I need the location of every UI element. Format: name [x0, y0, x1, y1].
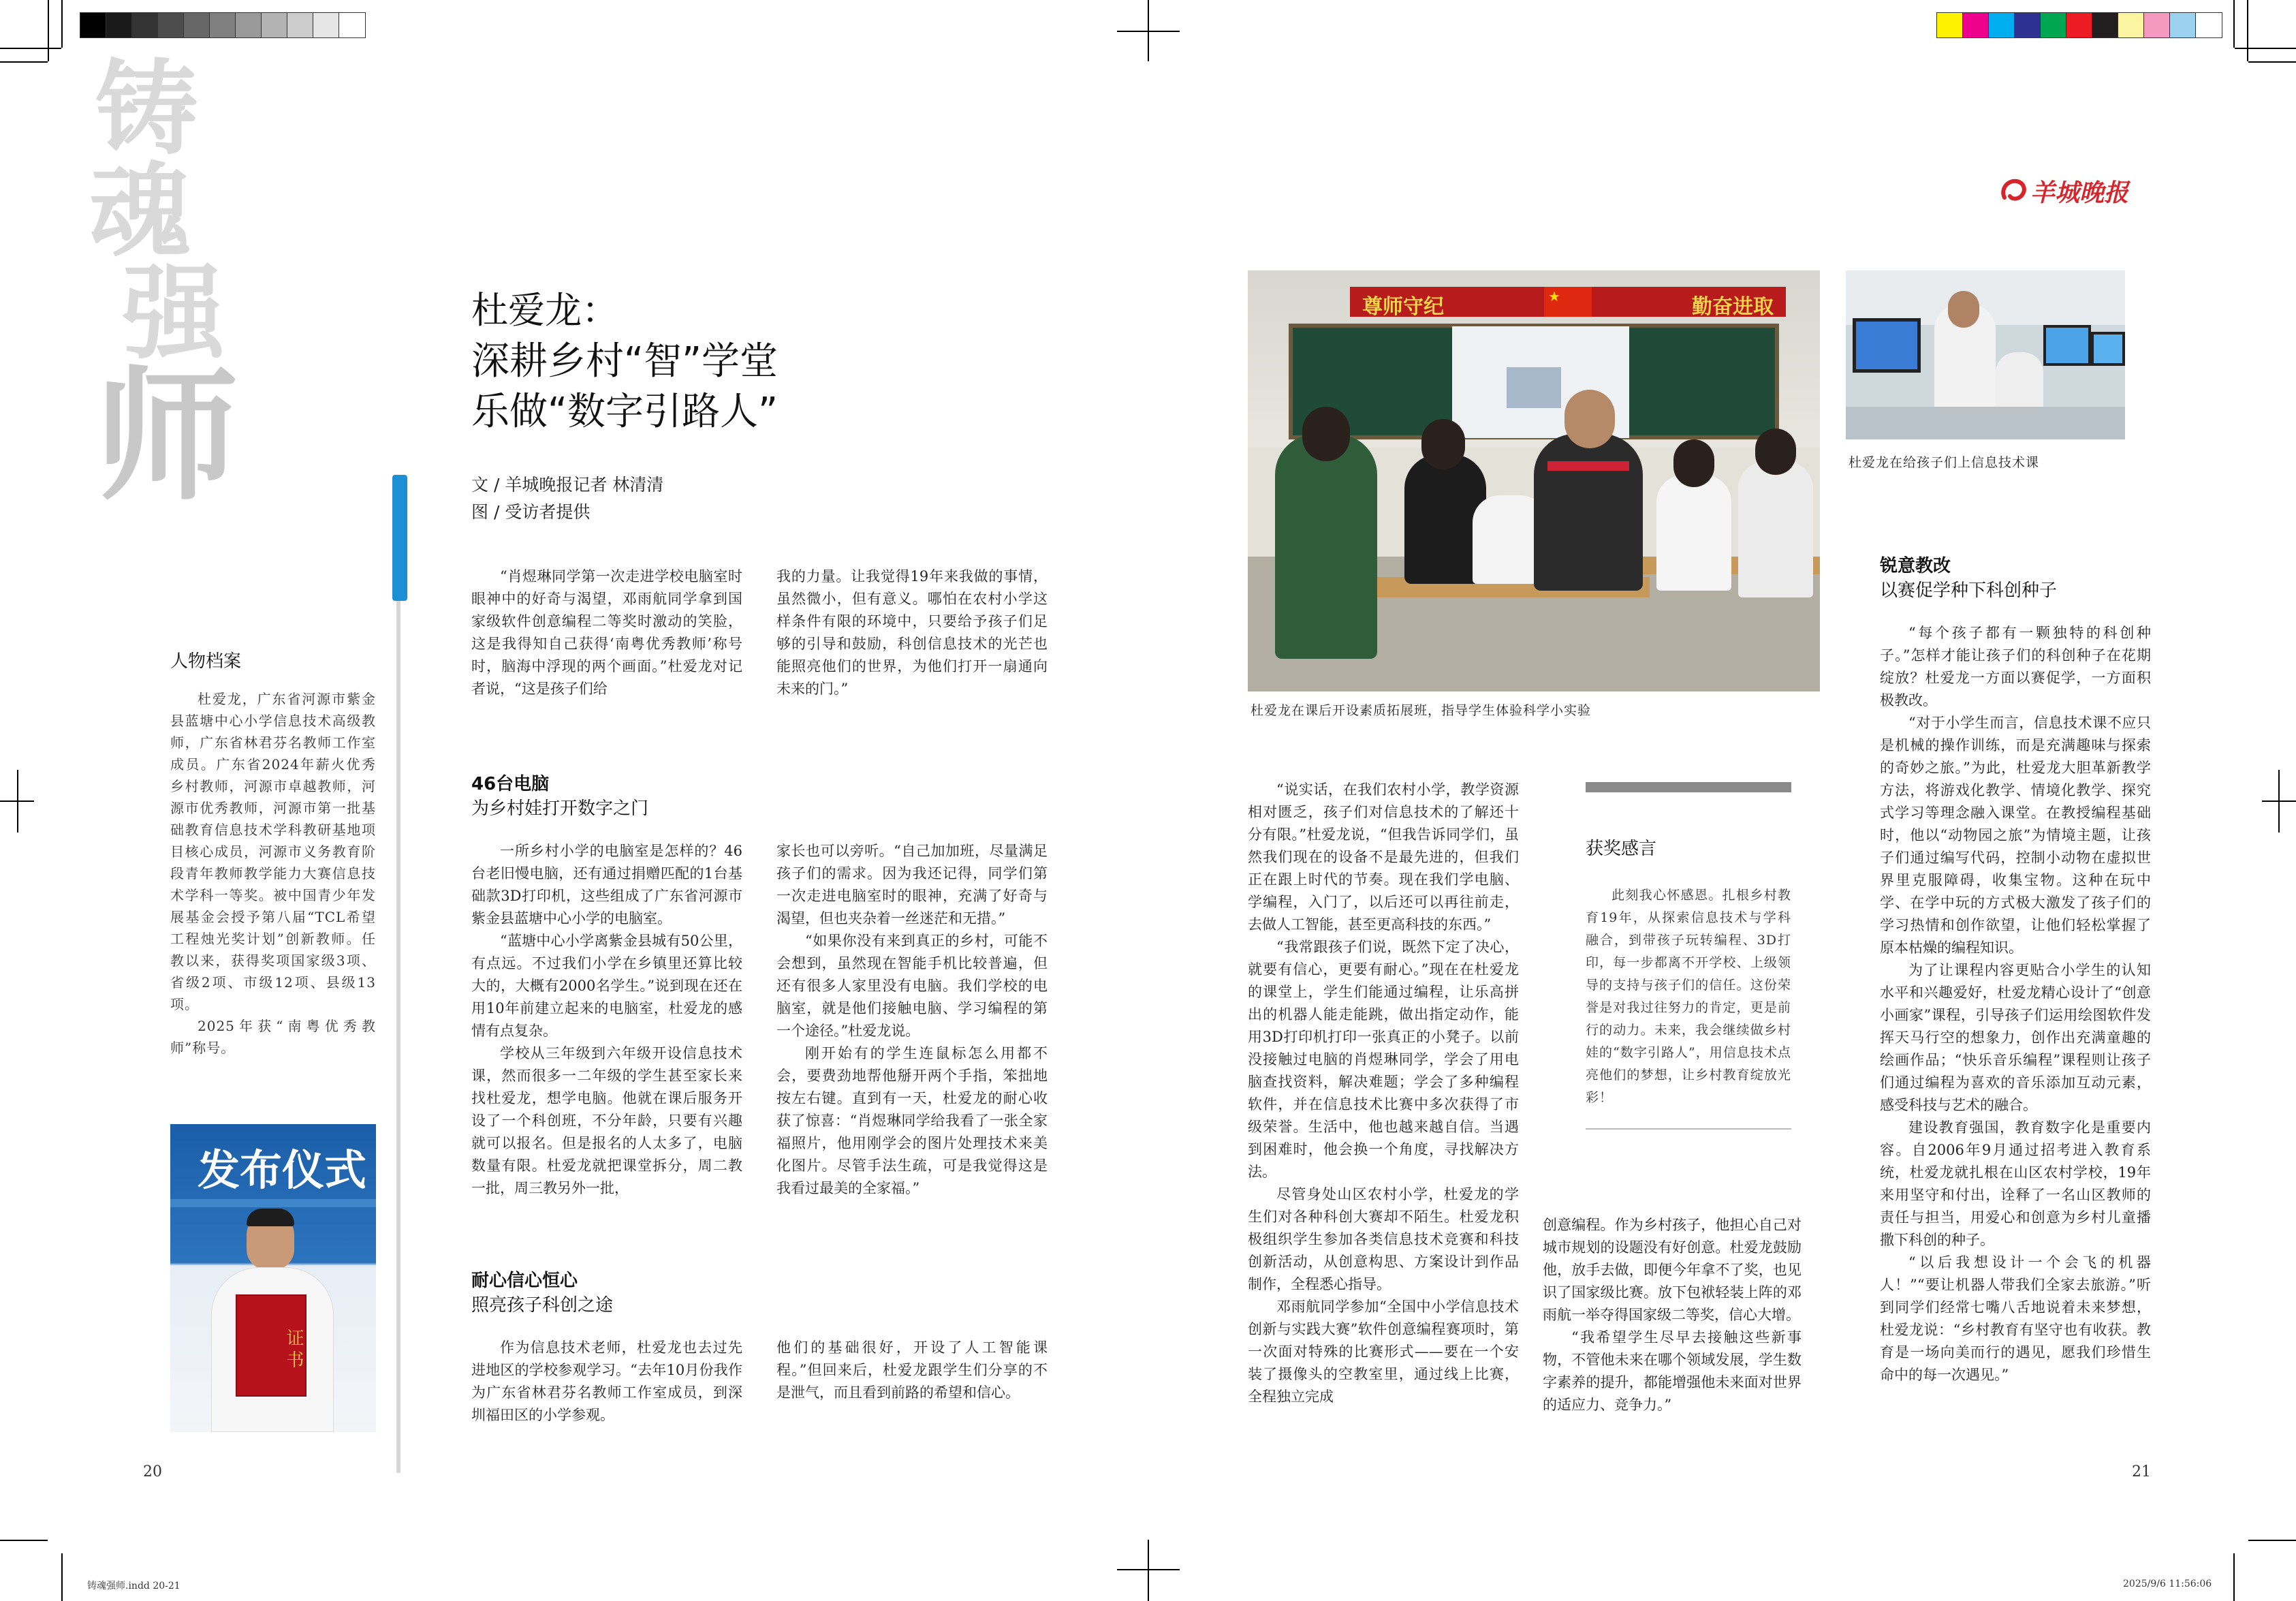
- section1-column: [776, 840, 1048, 1200]
- page-number-left: 20: [143, 1463, 162, 1480]
- section2-column: [471, 1337, 742, 1427]
- subheading-text: 以赛促学种下科创种子: [1880, 580, 2058, 601]
- byline: [471, 471, 663, 526]
- award-bar: [1586, 782, 1791, 792]
- crop-mark: [2233, 1553, 2235, 1601]
- logo-text: 羊城晚报: [2030, 178, 2129, 207]
- profile-paragraph: 2025年获“南粤优秀教师”称号。: [170, 1018, 376, 1056]
- body-paragraph: 家长也可以旁听。“自己加加班，尽量满足孩子们的需求。因为我还记得，同学们第一次走进电脑室时的眼神，充满了好奇与渴望，但也夹杂着一丝迷茫和无措。”: [776, 843, 1048, 927]
- crop-mark: [0, 61, 48, 63]
- body-paragraph: “我希望学生尽早去接触这些新事物，不管他未来在哪个领域发展，学生数字素养的提升，都能增强他未来面对世界的适应力、竞争力。”: [1543, 1329, 1802, 1413]
- title-line: 乐做“数字引路人”: [471, 390, 779, 434]
- teacher: [1534, 434, 1643, 591]
- calligraphy-char: 铸: [95, 49, 198, 169]
- body-paragraph: 刚开始有的学生连鼠标怎么用都不会，要费劲地帮他掰开两个手指，笨拙地按左右键。直到有一天，杜爱龙的耐心收获了惊喜：“肖煜琳同学给我看了一张全家福照片，他用刚学会的图片处理技术来美化图片。尽管手法生疏，可是我觉得这是我看过最美的全家福。”: [776, 1045, 1048, 1196]
- body-paragraph: “蓝塘中心小学离紫金县城有50公里，有点远。不过我们小学在乡镇里还算比较大的，大概有2000名学生。”说到现在还在用10年前建立起来的电脑室，杜爱龙的感情有点复杂。: [471, 933, 742, 1039]
- profile-text: [170, 688, 376, 1059]
- calligraphy-title: [89, 49, 272, 520]
- student-head: [1755, 429, 1796, 475]
- section-heading: [471, 1269, 613, 1318]
- calligraphy-char: 师: [95, 352, 239, 520]
- crop-mark: [61, 0, 63, 48]
- color-strip: [1936, 12, 2222, 38]
- crop-mark: [2278, 770, 2280, 833]
- teacher-shirt-stripe: [1547, 461, 1629, 471]
- subheading-text: 照亮孩子科创之途: [471, 1295, 614, 1316]
- body-paragraph: 作为信息技术老师，杜爱龙也去过先进地区的学校参观学习。“去年10月份我作为广东省林君芬名教师工作室成员，到深圳福田区的小学参观。: [471, 1339, 742, 1423]
- heading-text: 46台电脑: [471, 774, 550, 794]
- banner-right-text: 勤奋进取: [1692, 295, 1774, 319]
- award-box: [1586, 782, 1791, 1130]
- crop-mark: [17, 770, 18, 833]
- lab-desk: [1846, 407, 2125, 439]
- intro-column: [776, 565, 1048, 700]
- intro-paragraph: 我的力量。让我觉得19年来我做的事情，虽然微小，但有意义。哪怕在农村小学这样条件有限的环境中，只要给予孩子们足够的引导和鼓励，科创信息技术的光芒也能照亮他们的世界，为他们打开一扇通向未来的门。”: [776, 568, 1048, 697]
- crop-mark: [0, 1540, 48, 1541]
- portrait-photo: [170, 1124, 376, 1432]
- page-number-right: 21: [2132, 1463, 2151, 1480]
- body-paragraph: “如果你没有来到真正的乡村，可能不会想到，虽然现在智能手机比较普遍，但还有很多人家里没有电脑。我们学校的电脑室，就是他们接触电脑、学习编程的第一个途径。”杜爱龙说。: [776, 933, 1048, 1039]
- award-title: 获奖感言: [1586, 839, 1657, 859]
- banner-text: 发布仪式: [198, 1145, 367, 1195]
- body-paragraph: “对于小学生而言，信息技术课不应只是机械的操作训练，而是充满趣味与探索的奇妙之旅。”为此，杜爱龙大胆革新教学方法，将游戏化教学、情境化教学、探究式学习等理念融入课堂。在教授编程基础时，他以“动物园之旅”为情境主题，让孩子们通过编写代码，控制小动物在虚拟世界里克服障碍，收集宝物。这种在玩中学、在学中玩的方式极大激发了孩子们的学习热情和创作欲望，让他们轻松掌握了原本枯燥的编程知识。: [1880, 715, 2151, 956]
- student: [1656, 475, 1731, 591]
- crop-mark: [2247, 0, 2248, 61]
- section2-column: [776, 1337, 1048, 1404]
- intro-paragraph: “肖煜琳同学第一次走进学校电脑室时眼神中的好奇与渴望，邓雨航同学拿到国家级软件创意编程二等奖时激动的笑脸，这是我得知自己获得‘南粤优秀教师’称号时，脑海中浮现的两个画面。”杜爱龙对记者说，“这是孩子们给: [471, 568, 742, 697]
- middle-column: [1248, 779, 1519, 1408]
- person-hair: [247, 1209, 294, 1226]
- banner-strip: [170, 1199, 376, 1207]
- intro-column: [471, 565, 742, 700]
- body-paragraph: 一所乡村小学的电脑室是怎样的？46台老旧慢电脑，还有通过捐赠匹配的1台基础款3D打印机，这些组成了广东省河源市紫金县蓝塘中心小学的电脑室。: [471, 843, 742, 927]
- photo-credit: 图 / 受访者提供: [471, 502, 591, 522]
- body-paragraph: 学校从三年级到六年级开设信息技术课，然而很多一二年级的学生甚至家长来找杜爱龙，想学电脑。他就在课后服务开设了一个科创班，不分年龄，只要有兴趣就可以报名。但是报名的人太多了，电脑数量有限。杜爱龙就把课堂拆分，周二教一批，周三教另外一批，: [471, 1045, 742, 1196]
- accent-bar: [392, 475, 407, 601]
- body-paragraph: 创意编程。作为乡村孩子，他担心自己对城市规划的设题没有好创意。杜爱龙鼓励他，放手去做，即便今年拿不了奖，也见识了国家级比赛。放下包袱轻装上阵的邓雨航一举夺得国家级二等奖，信心大增。: [1543, 1217, 1802, 1323]
- student: [1275, 434, 1377, 659]
- crop-mark: [1117, 31, 1180, 32]
- section-heading: [1880, 554, 2057, 603]
- award-rule: [1586, 1128, 1791, 1130]
- monitor: [2043, 325, 2091, 366]
- divider: [396, 601, 400, 1473]
- body-paragraph: 他们的基础很好，开设了人工智能课程。”但回来后，杜爱龙跟学生们分享的不是泄气，而且看到前路的希望和信心。: [776, 1339, 1048, 1401]
- student-head: [1421, 419, 1465, 469]
- article-title: [471, 285, 880, 437]
- subheading-text: 为乡村娃打开数字之门: [471, 798, 649, 819]
- middle-column: [1543, 1214, 1802, 1416]
- profile-title: 人物档案: [170, 651, 242, 672]
- section3-column: [1880, 622, 2151, 1386]
- body-paragraph: 尽管身处山区农村小学，杜爱龙的学生们对各种科创大赛却不陌生。杜爱龙积极组织学生参加各类信息技术竞赛和科技创新活动，从创意构思、方案设计到作品制作，全程悉心指导。: [1248, 1186, 1519, 1292]
- grayscale-strip: [80, 12, 366, 38]
- teacher-head: [1564, 390, 1615, 448]
- crop-mark: [1117, 1569, 1180, 1570]
- monitor: [1853, 318, 1921, 373]
- body-paragraph: 邓雨航同学参加“全国中小学信息技术创新与实践大赛”软件创意编程赛项时，第一次面对特殊的比赛形式——要在一个安装了摄像头的空教室里，通过线上比赛，全程独立完成: [1248, 1299, 1519, 1405]
- award-text: [1586, 884, 1791, 1109]
- body-paragraph: “说实话，在我们农村小学，教学资源相对匮乏，孩子们对信息技术的了解还十分有限。”杜爱龙说，“但我告诉同学们，虽然我们现在的设备不是最先进的，但我们正在跟上时代的节奏。现在我们学电脑、学编程，入门了，以后还可以再往前走，去做人工智能，甚至更高科技的东西。”: [1248, 781, 1519, 933]
- title-line: 杜爱龙：: [471, 289, 618, 332]
- flag-icon: ★: [1544, 287, 1592, 317]
- crop-mark: [1148, 1540, 1149, 1601]
- student-head: [1302, 407, 1350, 461]
- teacher-head: [1948, 291, 1979, 328]
- logo-swirl-icon: [1999, 177, 2028, 206]
- body-paragraph: “每个孩子都有一颗独特的科创种子。”怎样才能让孩子们的科创种子在花期绽放？杜爱龙一方面以赛促学，一方面积极教改。: [1880, 625, 2151, 709]
- profile-paragraph: 杜爱龙，广东省河源市紫金县蓝塘中心小学信息技术高级教师，广东省林君芬名教师工作室成员。广东省2024年薪火优秀乡村教师，河源市卓越教师，河源市优秀教师，河源市第一批基础教育信息技术学科教研基地项目核心成员，河源市义务教育阶段青年教师教学能力大赛信息技术学科一等奖。被中国青少年发展基金会授予第八届“TCL希望工程烛光奖计划”创新教师。任教以来，获得奖项国家级3项、省级2项、市级12项、县级13项。: [170, 691, 376, 1012]
- crop-mark: [48, 0, 49, 61]
- student-head: [1673, 439, 1714, 487]
- crop-mark: [0, 48, 61, 49]
- certificate: [236, 1294, 306, 1397]
- slug-left: 铸魂强师.indd 20-21: [87, 1581, 180, 1591]
- calligraphy-char: 强: [123, 253, 225, 373]
- crop-mark: [2248, 61, 2296, 63]
- author-credit: 文 / 羊城晚报记者 林清清: [471, 475, 664, 495]
- section-heading: [471, 772, 648, 821]
- classroom-banner: [1350, 287, 1786, 317]
- banner-left-text: 尊师守纪: [1362, 295, 1444, 319]
- crop-mark: [2235, 48, 2296, 49]
- certificate-text: 证书: [283, 1328, 304, 1372]
- section1-column: [471, 840, 742, 1200]
- monitor: [2091, 332, 2125, 366]
- body-paragraph: 为了让课程内容更贴合小学生的认知水平和兴趣爱好，杜爱龙精心设计了“创意小画家”课程，引导孩子们运用绘图软件发挥天马行空的想象力，创作出充满童趣的绘画作品；“快乐音乐编程”课程则让孩子们通过编程为喜欢的音乐添加互动元素，感受科技与艺术的融合。: [1880, 962, 2151, 1113]
- classroom-photo: [1248, 270, 1820, 691]
- masthead-logo: [1999, 174, 2128, 208]
- lab-caption: 杜爱龙在给孩子们上信息技术课: [1849, 455, 2040, 470]
- slug-right: 2025/9/6 11:56:06: [2123, 1579, 2212, 1589]
- body-paragraph: 建设教育强国，教育数字化是重要内容。自2006年9月通过招考进入教育系统，杜爱龙就扎根在山区农村学校，19年来用坚守和付出，诠释了一名山区教师的责任与担当，用爱心和创意为乡村儿童播撒下科创的种子。: [1880, 1119, 2151, 1248]
- award-paragraph: 此刻我心怀感恩。扎根乡村教育19年，从探索信息技术与学科融合，到带孩子玩转编程、3D打印，每一步都离不开学校、上级领导的支持与孩子们的信任。这份荣誉是对我过往努力的肯定，更是前行的动力。未来，我会继续做乡村娃的“数字引路人”，用信息技术点亮他们的梦想，让乡村教育绽放光彩！: [1586, 888, 1791, 1105]
- heading-text: 锐意教改: [1880, 556, 1951, 576]
- crop-mark: [2248, 1540, 2296, 1541]
- body-paragraph: “以后我想设计一个会飞的机器人！”“要让机器人带我们全家去旅游。”听到同学们经常七嘴八舌地说着未来梦想，杜爱龙说：“乡村教育有坚守也有收获。教育是一场向美而行的遇见，愿我们珍惜生命中的每一次遇见。”: [1880, 1254, 2151, 1383]
- classroom-caption: 杜爱龙在课后开设素质拓展班，指导学生体验科学小实验: [1251, 703, 1592, 718]
- lab-photo: [1846, 270, 2125, 439]
- crop-mark: [61, 1553, 63, 1601]
- body-paragraph: “我常跟孩子们说，既然下定了决心，就要有信心，更要有耐心。”现在在杜爱龙的课堂上，学生们能通过编程，让乐高拼出的机器人能走能跳，做出指定动作，能用3D打印机打印一张真正的小凳子。以前没接触过电脑的肖煜琳同学，学会了用电脑查找资料，解决难题；学会了多种编程软件，并在信息技术比赛中多次获得了市级荣誉。生活中，他也越来越自信。当遇到困难时，他会换一个角度，寻找解决方法。: [1248, 939, 1519, 1180]
- calligraphy-char: 魂: [89, 151, 191, 271]
- title-line: 深耕乡村“智”学堂: [471, 339, 779, 384]
- student: [1738, 461, 1813, 597]
- heading-text: 耐心信心恒心: [471, 1271, 578, 1291]
- crop-mark: [2233, 0, 2235, 48]
